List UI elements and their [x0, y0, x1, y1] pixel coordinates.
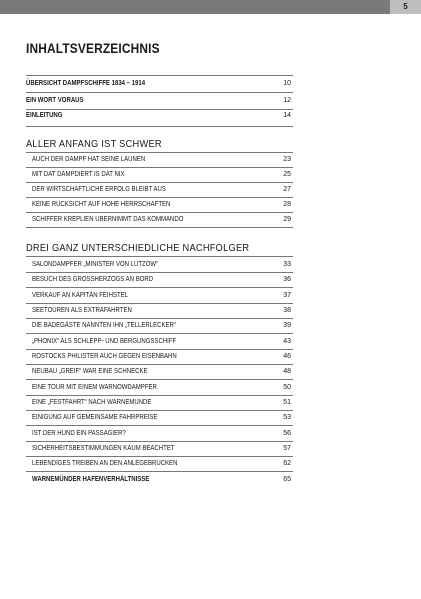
toc-entry [32, 474, 291, 486]
toc-entry-page: 37 [283, 292, 291, 299]
toc-entry-page: 65 [283, 476, 291, 483]
toc-entry-page: 51 [283, 399, 291, 406]
toc-entry-page: 27 [283, 186, 291, 193]
toc-entry-page: 28 [283, 201, 291, 208]
toc-entry [32, 290, 291, 302]
divider [26, 395, 293, 396]
divider [26, 182, 293, 183]
toc-entry [26, 78, 291, 90]
divider [26, 256, 293, 257]
toc-entry-label: ÜBERSICHT DAMPFSCHIFFE 1834 – 1914 [26, 80, 146, 87]
toc-entry-page: 29 [283, 216, 291, 223]
divider [26, 471, 293, 472]
section-title: ALLER ANFANG IST SCHWER [26, 138, 162, 150]
divider [26, 126, 293, 127]
toc-entry [32, 382, 291, 394]
divider [26, 441, 293, 442]
toc-entry [26, 95, 291, 107]
toc-entry-page: 23 [283, 156, 291, 163]
divider [26, 152, 293, 153]
divider [26, 212, 293, 213]
toc-entry [26, 110, 291, 122]
divider [26, 75, 293, 76]
toc-entry [32, 336, 291, 348]
toc-entry [32, 443, 291, 455]
toc-entry-label: KEINE RÜCKSICHT AUF HOHE HERRSCHAFTEN [32, 201, 171, 208]
toc-entry [32, 320, 291, 332]
toc-entry-label: SALONDAMPFER „MINISTER VON LÜTZOW“ [32, 261, 159, 268]
divider [26, 318, 293, 319]
toc-entry-page: 56 [283, 430, 291, 437]
toc-entry-label: EINIGUNG AUF GEMEINSAME FAHRPREISE [32, 414, 158, 421]
divider [26, 197, 293, 198]
divider [26, 425, 293, 426]
toc-entry-label: EINE TOUR MIT EINEM WARNOWDAMPFER [32, 384, 157, 391]
toc-entry [32, 428, 291, 440]
toc-entry [32, 154, 291, 166]
divider [26, 349, 293, 350]
toc-entry-page: 38 [283, 307, 291, 314]
divider [26, 456, 293, 457]
toc-entry [32, 214, 291, 226]
toc-entry-label: DIE BADEGÄSTE NANNTEN IHN „TELLERLECKER“ [32, 322, 176, 329]
toc-entry-label: BESUCH DES GROSSHERZOGS AN BORD [32, 276, 154, 283]
toc-entry-page: 57 [283, 445, 291, 452]
toc-entry [32, 259, 291, 271]
toc-entry-page: 48 [283, 368, 291, 375]
toc-entry-label: EINLEITUNG [26, 112, 63, 119]
toc-entry-page: 12 [283, 97, 291, 104]
toc-entry [32, 397, 291, 409]
page-title: INHALTSVERZEICHNIS [26, 40, 160, 56]
toc-entry-label: VERKAUF AN KAPITÄN FEIHSTEL [32, 292, 129, 299]
toc-entry-page: 25 [283, 171, 291, 178]
divider [26, 272, 293, 273]
divider [26, 303, 293, 304]
toc-entry-label: ROSTOCKS PHILISTER AUCH GEGEN EISENBAHN [32, 353, 177, 360]
toc-entry-label: SCHIFFER KREPLIEN ÜBERNIMMT DAS KOMMANDO [32, 216, 184, 223]
toc-entry [32, 366, 291, 378]
divider [26, 333, 293, 334]
toc-entry-label: SICHERHEITSBESTIMMUNGEN KAUM BEACHTET [32, 445, 175, 452]
divider [26, 410, 293, 411]
toc-entry-label: WARNEMÜNDER HAFENVERHÄLTNISSE [32, 476, 150, 483]
toc-entry-page: 10 [283, 80, 291, 87]
toc-entry-label: „PHÖNIX“ ALS SCHLEPP- UND BERGUNGSSCHIFF [32, 338, 177, 345]
toc-entry-page: 50 [283, 384, 291, 391]
page-number: 5 [390, 0, 421, 14]
toc-entry-page: 62 [283, 460, 291, 467]
toc-entry [32, 412, 291, 424]
toc-entry [32, 274, 291, 286]
toc-entry-label: EIN WORT VORAUS [26, 97, 84, 104]
toc-entry-page: 43 [283, 338, 291, 345]
toc-entry-page: 14 [283, 112, 291, 119]
divider [26, 287, 293, 288]
toc-entry [32, 199, 291, 211]
toc-entry-page: 53 [283, 414, 291, 421]
divider [26, 92, 293, 93]
toc-entry-label: SEETOUREN ALS EXTRAFAHRTEN [32, 307, 132, 314]
toc-entry [32, 458, 291, 470]
toc-entry [32, 305, 291, 317]
section-title: DREI GANZ UNTERSCHIEDLICHE NACHFOLGER [26, 242, 250, 254]
divider [26, 167, 293, 168]
toc-entry-page: 33 [283, 261, 291, 268]
toc-entry-page: 39 [283, 322, 291, 329]
toc-entry [32, 169, 291, 181]
toc-entry-label: AUCH DER DAMPF HAT SEINE LAUNEN [32, 156, 146, 163]
toc-entry-label: MIT DAT DAMPDIERT IS DAT NIX [32, 171, 125, 178]
divider [26, 227, 293, 228]
toc-entry-label: IST DER HUND EIN PASSAGIER? [32, 430, 126, 437]
toc-entry-label: EINE „FESTFAHRT“ NACH WARNEMÜNDE [32, 399, 152, 406]
toc-entry-label: LEBENDIGES TREIBEN AN DEN ANLEGEBRÜCKEN [32, 460, 178, 467]
toc-entry [32, 184, 291, 196]
toc-entry-page: 46 [283, 353, 291, 360]
header-bar [0, 0, 421, 14]
divider [26, 379, 293, 380]
toc-entry-label: DER WIRTSCHAFTLICHE ERFOLG BLEIBT AUS [32, 186, 166, 193]
divider [26, 364, 293, 365]
toc-entry [32, 351, 291, 363]
toc-entry-page: 36 [283, 276, 291, 283]
toc-entry-label: NEUBAU „GREIF“ WAR EINE SCHNECKE [32, 368, 148, 375]
